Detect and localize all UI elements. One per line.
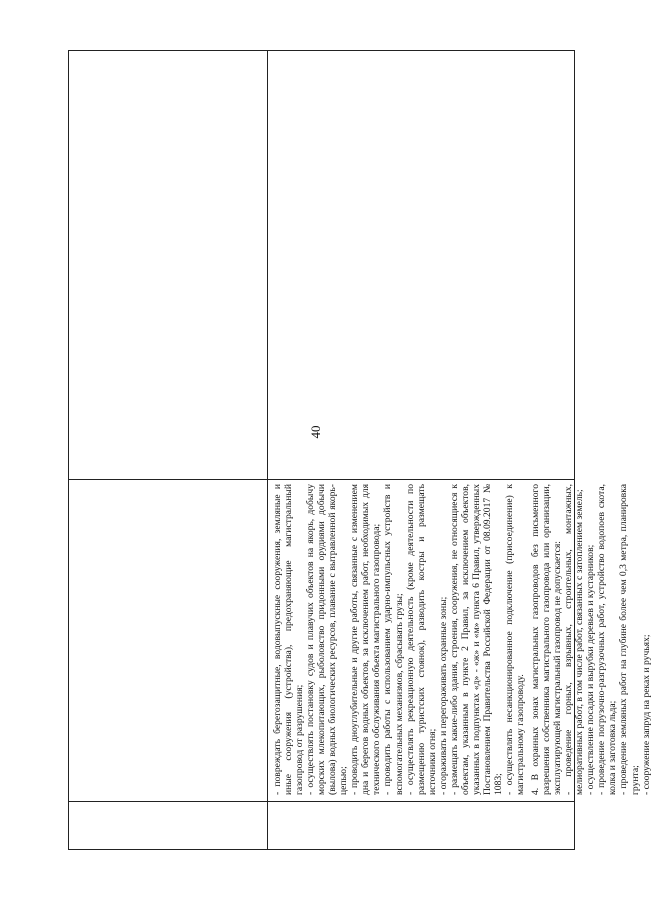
list-item: - проведение погрузочно-разгрузочных работ, устройство водопоев скота, колка и заготовка льда;: [596, 484, 619, 795]
list-item: - проведение горных, взрывных, строительных, монтажных, мелиоративных работ, в том числе работ, связанных с затоплением земель;: [563, 484, 586, 795]
list-item: - повреждать берегозащитные, водовыпускные сооружения, земляные и иные сооружения (устройства), предохраняющие магистральный газопровод от разрушения;: [272, 484, 306, 795]
list-item: - осуществлять рекреационную деятельность (кроме деятельности по размещению туристских стоянок), разводить костры и размещать источники огня;: [404, 484, 438, 795]
table-column-left: [68, 802, 575, 850]
table-cell-right-top: [268, 50, 575, 479]
list-item: - проведение земляных работ на глубине более чем 0,3 метра, планировка грунта;: [618, 484, 641, 795]
table-cell-right-bottom: [68, 50, 268, 479]
main-text-block: [272, 484, 652, 795]
table-column-main: [68, 480, 652, 802]
table-cell-left-bottom: [68, 802, 268, 850]
rotated-table: [68, 50, 652, 850]
section-4-heading: 4. В охранных зонах магистральных газопроводов без письменного разрешения собственника магистрального газопровода или организации, эксплуатирующей магистральный газопровод не допускается:: [530, 484, 564, 795]
table-cell-main-top: [268, 480, 652, 801]
list-item: - огораживать и перегораживать охранные зоны;: [437, 596, 449, 795]
list-item: - проводить работы с использованием ударно-импульсных устройств и вспомогательных механизмов, сбрасывать грузы;: [382, 484, 405, 795]
list-item: - осуществлять постановку судов и плавучих объектов на якорь, добычу морских млекопитающих, рыболовство придонными орудиями добычи (вылова) водных биологических ресурсов, плавание с вытравленной якорь-цепью;: [305, 484, 350, 795]
page-number: 40: [308, 425, 323, 439]
list-item: - сооружение запруд на реках и ручьях;: [640, 634, 652, 795]
list-item: - размещать какие-либо здания, строения, сооружения, не относящиеся к объектам, указанным в пункте 2 Правил, за исключением объектов, указанных в подпунктах «д» - «ж» и «м» пункта 6 Правил, утвержденных Постановлением Правительства Российской Федерации от 08.09.2017 № 1083;: [448, 484, 504, 795]
list-item: - проводить дноуглубительные и другие работы, связанные с изменением дна и берегов водных объектов, за исключением работ, необходимых для технического обслуживания объекта магистрального газопровода;: [349, 484, 383, 795]
table-cell-main-bottom: [68, 480, 268, 801]
list-item: - осуществление посадки и вырубки деревьев и кустарников;: [585, 544, 597, 795]
list-item: - осуществлять несанкционированное подключение (присоединение) к магистральному газопроводу.: [503, 484, 527, 795]
table-cell-left-top: [268, 802, 575, 850]
table-column-right: [68, 50, 575, 480]
